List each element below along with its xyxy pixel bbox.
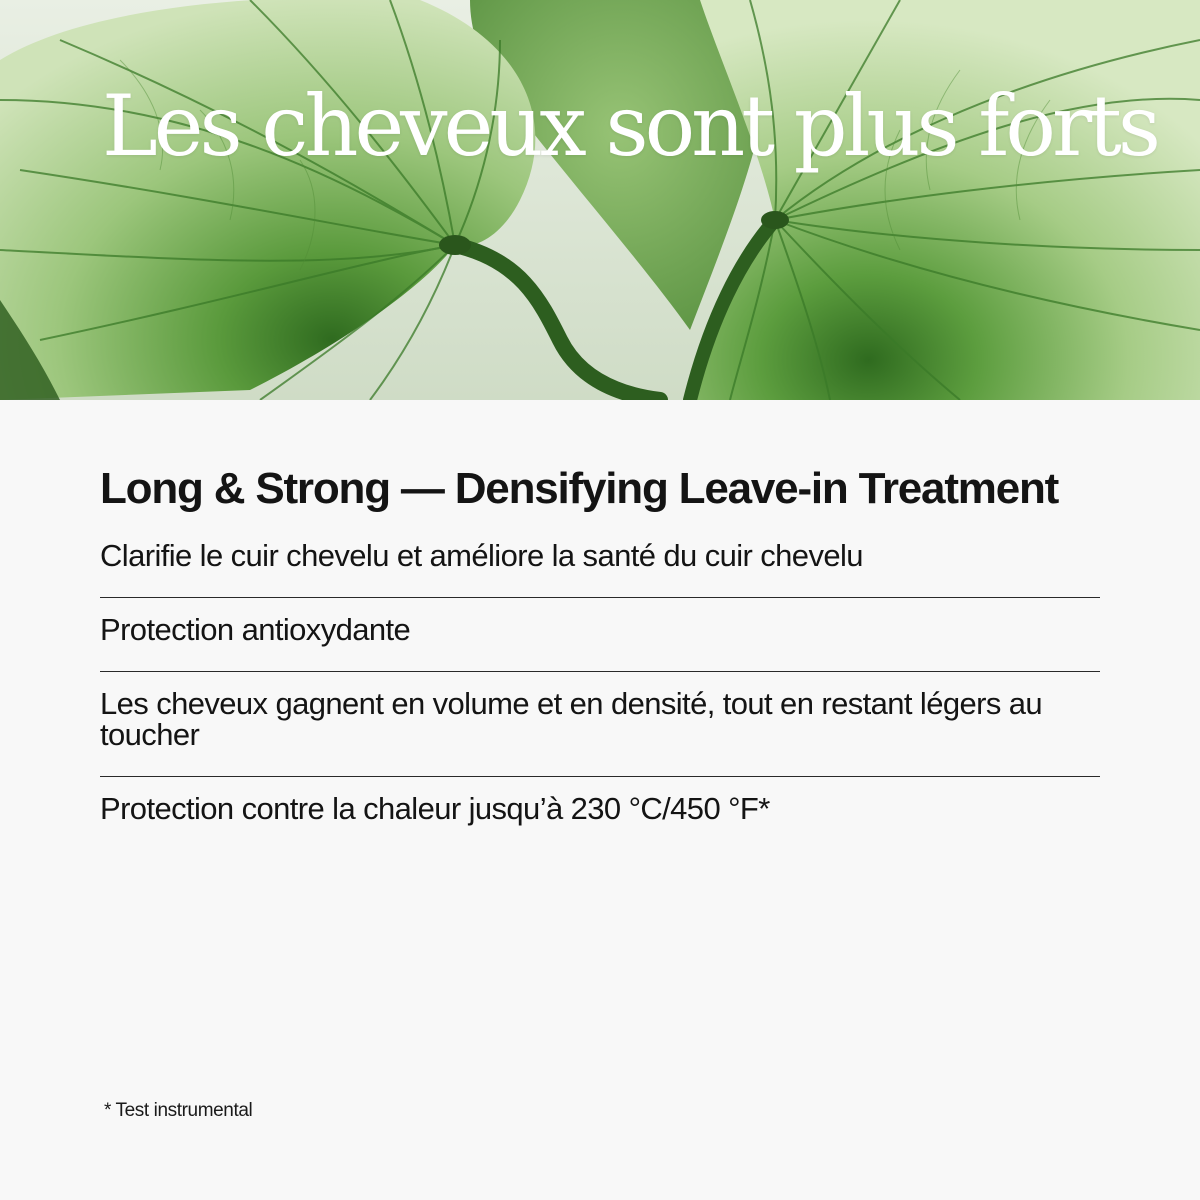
benefit-item-scalp: Clarifie le cuir chevelu et améliore la santé du cuir chevelu bbox=[100, 540, 1100, 598]
benefit-item-volume: Les cheveux gagnent en volume et en densité, tout en restant légers au toucher bbox=[100, 672, 1100, 777]
product-title: Long & Strong — Densifying Leave-in Treatment bbox=[100, 464, 1059, 513]
leaf-photo-image bbox=[0, 0, 1200, 400]
product-info bbox=[100, 400, 1100, 850]
benefit-item-heat-protection: Protection contre la chaleur jusqu’à 230 °C/450 °F* bbox=[100, 791, 770, 826]
footnote: * Test instrumental bbox=[104, 1100, 253, 1121]
hero-banner bbox=[0, 0, 1200, 400]
hero-title: Les cheveux sont plus forts bbox=[102, 77, 1157, 175]
benefit-item-antioxidant: Protection antioxydante bbox=[100, 598, 1100, 672]
benefit-list bbox=[100, 540, 1100, 850]
